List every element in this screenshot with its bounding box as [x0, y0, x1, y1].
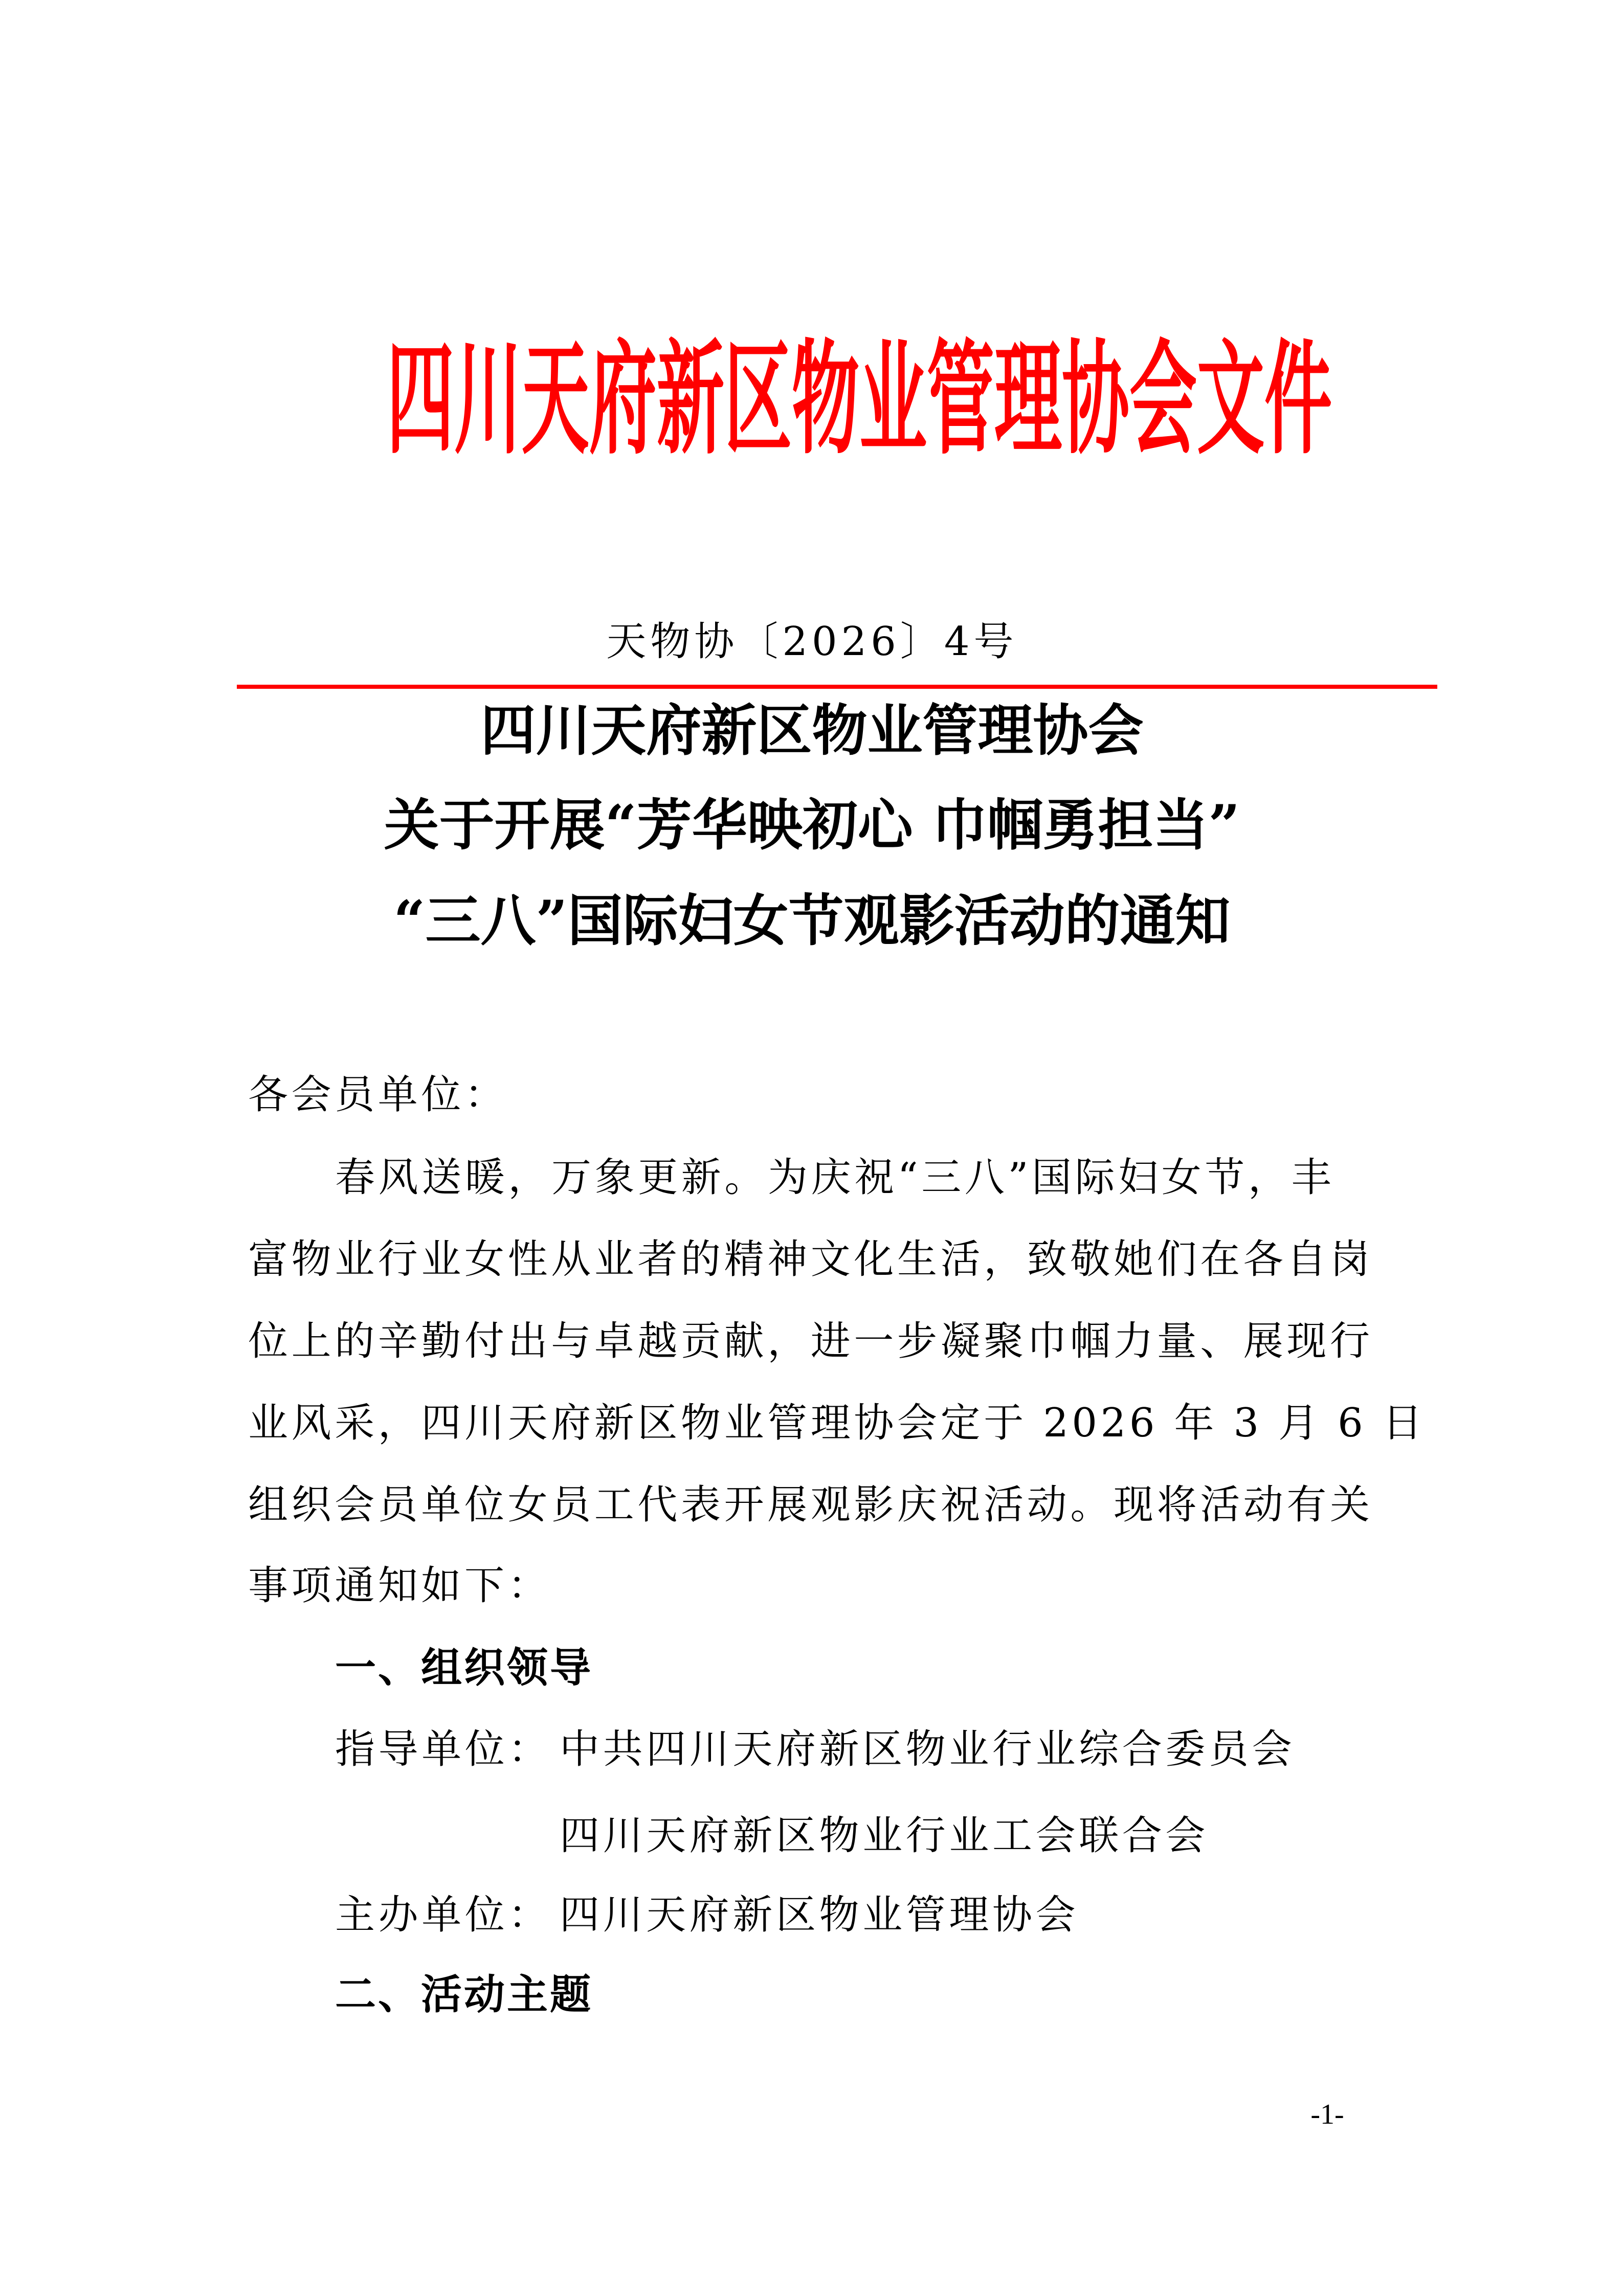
document-header — [0, 327, 1624, 470]
title-line-1: 四川天府新区物业管理协会 — [480, 699, 1144, 763]
section-heading-organization: 一、组织领导 — [335, 1644, 593, 1692]
document-number: 天物协〔2026〕4号 — [606, 619, 1018, 665]
page-number: -1- — [1310, 2099, 1344, 2130]
body-paragraph-line: 富物业行业女性从业者的精神文化生活，致敬她们在各自岗 — [248, 1236, 1373, 1282]
host-unit-value: 四川天府新区物业管理协会 — [560, 1892, 1079, 1938]
guiding-unit-label: 指导单位： — [335, 1726, 552, 1772]
title-line-2: 关于开展“芳华映初心 巾帼勇担当” — [384, 793, 1240, 858]
body-paragraph-line: 春风送暖，万象更新。为庆祝“三八”国际妇女节，丰 — [335, 1155, 1335, 1201]
document-header-text: 四川天府新区物业管理协会文件 — [387, 327, 1332, 471]
body-paragraph-line: 事项通知如下： — [248, 1563, 551, 1609]
body-paragraph-line: 组织会员单位女员工代表开展观影庆祝活动。现将活动有关 — [248, 1482, 1373, 1528]
host-unit-label: 主办单位： — [335, 1892, 552, 1938]
guiding-unit-value-1: 中共四川天府新区物业行业综合委员会 — [560, 1726, 1296, 1772]
body-paragraph-line: 业风采，四川天府新区物业管理协会定于 2026 年 3 月 6 日 — [248, 1400, 1426, 1446]
salutation: 各会员单位： — [248, 1072, 508, 1118]
guiding-unit-value-2: 四川天府新区物业行业工会联合会 — [560, 1813, 1209, 1859]
red-divider-rule — [237, 685, 1437, 689]
body-paragraph-line: 位上的辛勤付出与卓越贡献，进一步凝聚巾帼力量、展现行 — [248, 1318, 1373, 1364]
section-heading-theme: 二、活动主题 — [335, 1971, 593, 2018]
title-line-3: “三八”国际妇女节观影活动的通知 — [393, 889, 1231, 953]
